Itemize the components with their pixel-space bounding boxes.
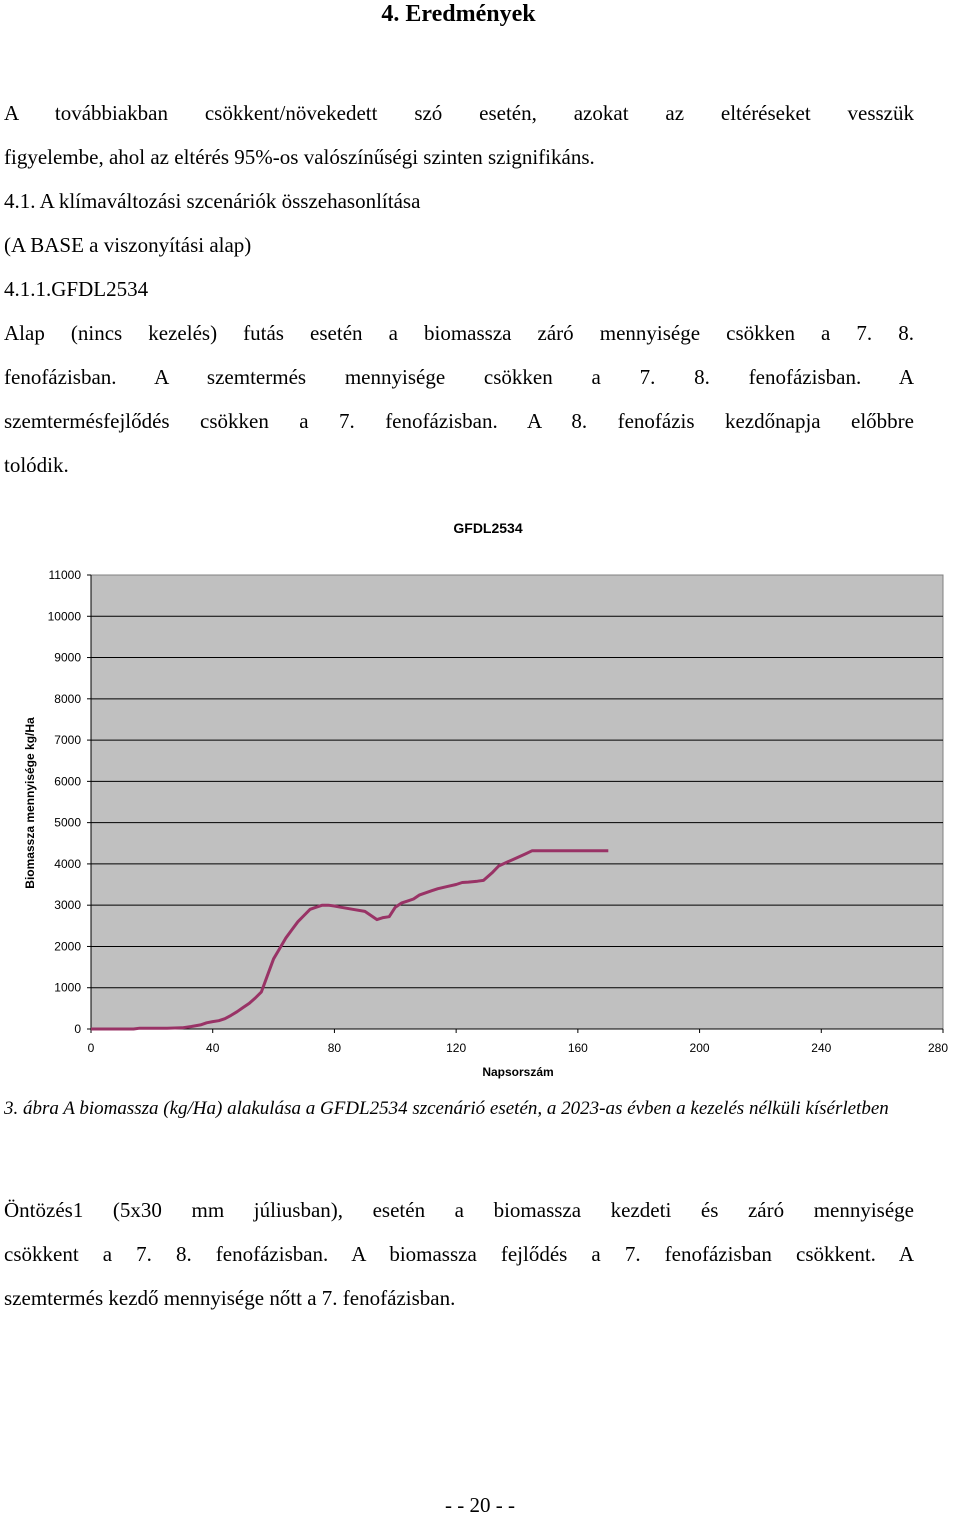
biomass-chart [0,505,960,1085]
x-tick-label: 40 [206,1041,220,1055]
x-tick-label: 80 [327,1041,342,1055]
page-number: - - 20 - - [445,1493,515,1517]
result-line: fenofázisban. A szemtermés mennyisége csökken a 7. 8. fenofázisban. A [4,365,914,389]
intro-paragraph [4,91,914,179]
result-line: Alap (nincs kezelés) futás esetén a biomassza záró mennyisége csökken a 7. 8. [4,321,914,345]
plot-area [91,575,943,1029]
y-tick-label: 8000 [54,691,81,706]
section-title: 4.1. A klímaváltozási szcenáriók összehasonlítása [4,189,421,213]
irrigation-line: szemtermés kezdő mennyisége nőtt a 7. fenofázisban. [4,1286,456,1310]
section-subtitle: (A BASE a viszonyítási alap) [4,233,252,257]
figure-caption: 3. ábra A biomassza (kg/Ha) alakulása a GFDL2534 szcenárió esetén, a 2023-as évben a kezelés nélküli kísérletben [4,1098,889,1119]
y-tick-label: 6000 [54,774,81,789]
y-tick-label: 2000 [54,939,81,954]
x-tick-label: 280 [927,1041,949,1055]
x-tick-label: 160 [567,1041,588,1055]
y-tick-label: 0 [74,1022,81,1036]
intro-line: figyelembe, ahol az eltérés 95%-os valószínűségi szinten szignifikáns. [4,145,595,169]
irrigation-line: Öntözés1 (5x30 mm júliusban), esetén a biomassza kezdeti és záró mennyisége [4,1198,914,1222]
x-axis-label: Napsorszám [482,1065,554,1079]
x-tick-label: 200 [689,1041,710,1055]
subsection-title: 4.1.1.GFDL2534 [4,277,149,301]
chapter-heading: 4. Eredmények [381,1,536,27]
y-axis-ticks [48,568,91,1036]
y-tick-label: 11000 [48,568,81,582]
y-tick-label: 5000 [54,815,81,830]
y-tick-label: 9000 [54,650,81,665]
result-line: tolódik. [4,453,69,477]
y-tick-label: 3000 [54,898,81,913]
y-tick-label: 10000 [47,609,81,624]
x-tick-label: 240 [811,1041,832,1055]
result-paragraph [4,311,914,487]
irrigation-paragraph [4,1188,914,1320]
x-axis-ticks [88,1029,949,1055]
chart-title: GFDL2534 [453,520,523,536]
result-line: szemtermésfejlődés csökken a 7. fenofázisban. A 8. fenofázis kezdőnapja előbbre [4,409,914,433]
y-tick-label: 4000 [54,856,81,871]
x-tick-label: 120 [446,1041,467,1055]
intro-line: A továbbiakban csökkent/növekedett szó esetén, azokat az eltéréseket vesszük [4,101,914,125]
y-axis-label: Biomassza mennyisége kg/Ha [23,717,37,889]
y-tick-label: 7000 [54,733,81,748]
y-tick-label: 1000 [54,980,81,995]
x-tick-label: 0 [87,1041,95,1055]
irrigation-line: csökkent a 7. 8. fenofázisban. A biomassza fejlődés a 7. fenofázisban csökkent. A [4,1242,914,1266]
